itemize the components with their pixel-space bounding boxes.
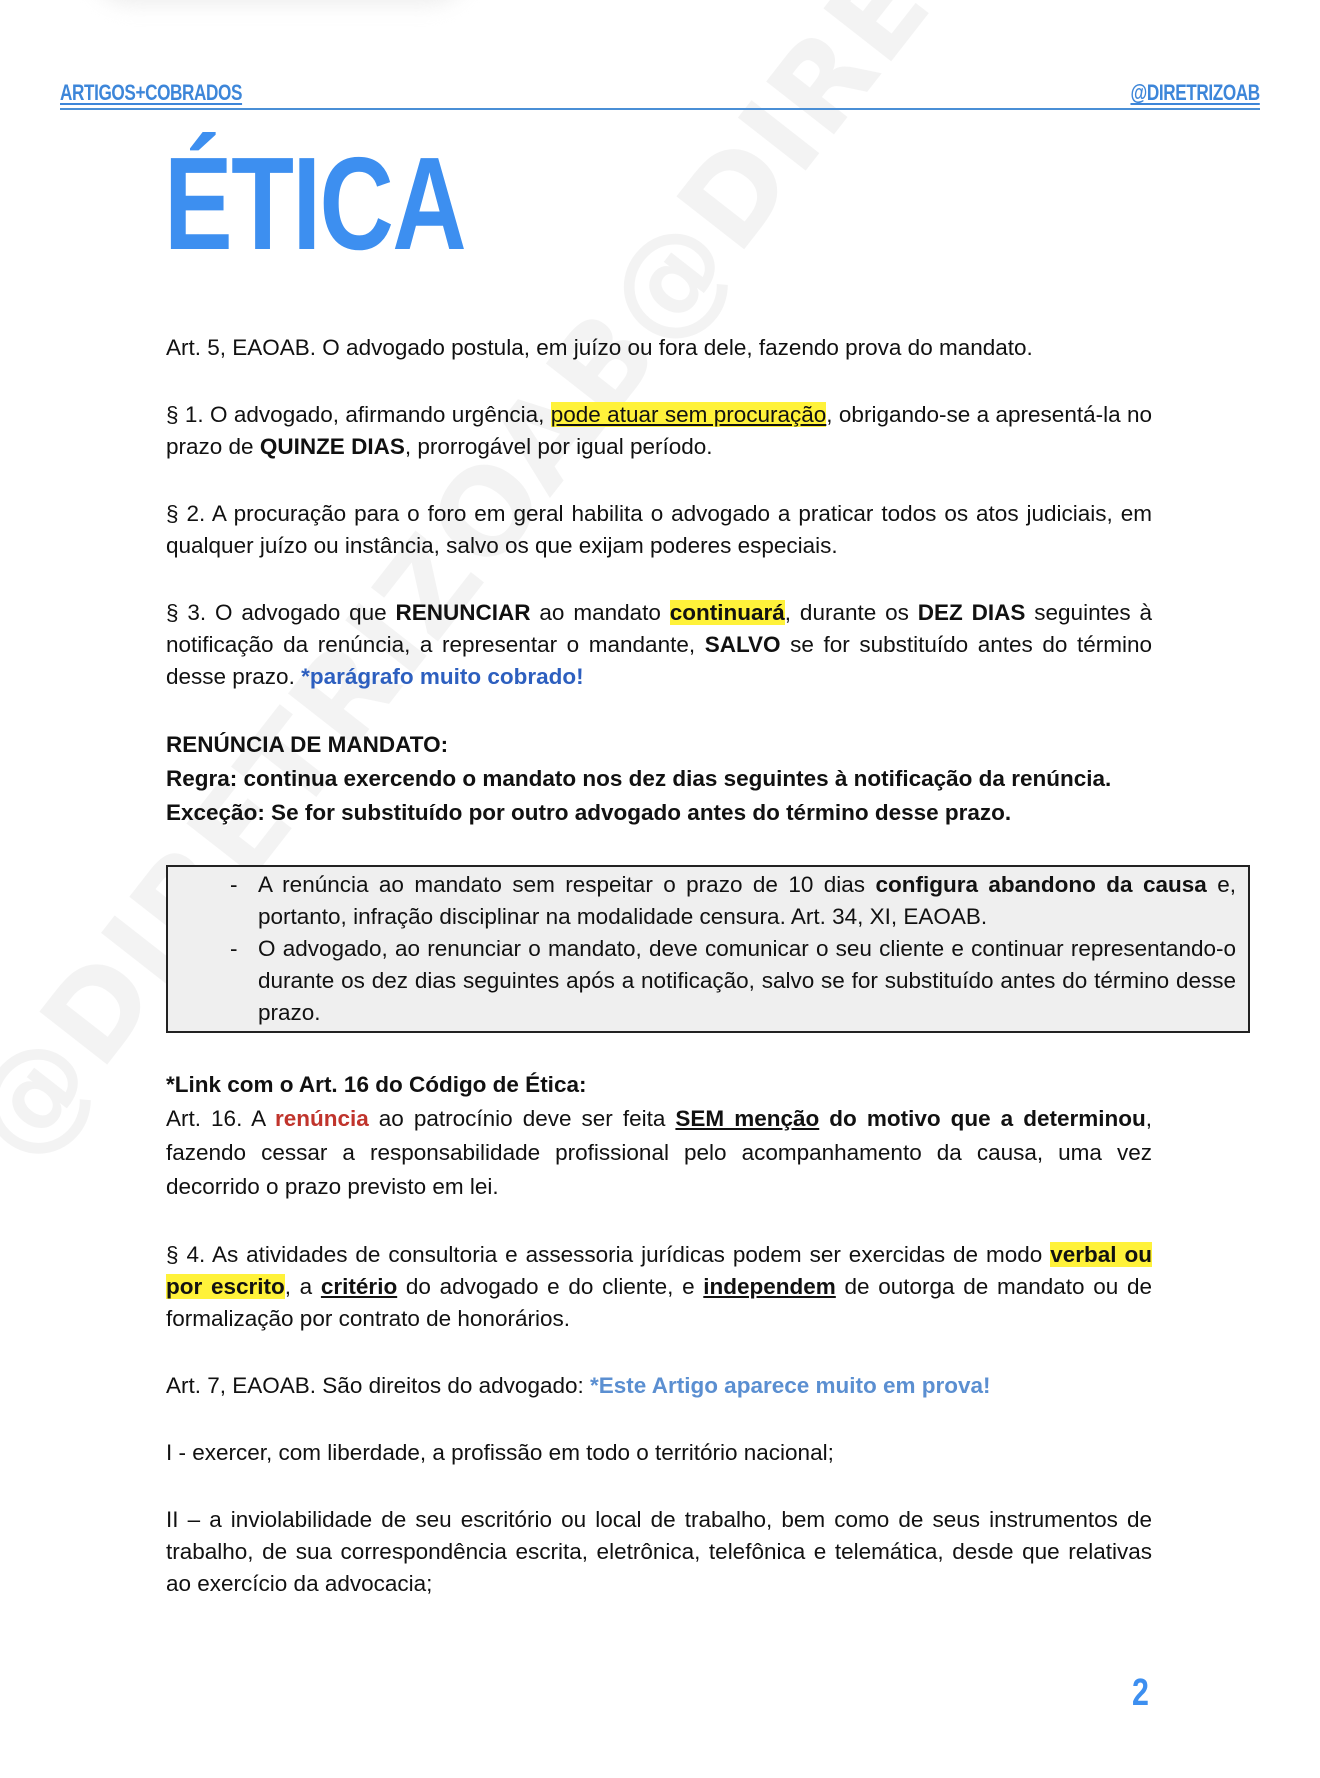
bold-motivo: do motivo que a determinou bbox=[819, 1106, 1146, 1131]
header-handle: @DIRETRIZOAB bbox=[1130, 80, 1260, 105]
note-aparece-em-prova: *Este Artigo aparece muito em prova! bbox=[590, 1373, 991, 1398]
art7-item-ii: II – a inviolabilidade de seu escritório ou local de trabalho, bem como de seus instrumentos de trabalho, de sua correspondência escrita, eletrônica, telefônica e telemática, desde que relativas ao exercício da advocacia; bbox=[166, 1507, 1152, 1596]
text-run: Art. 16. A bbox=[166, 1106, 275, 1131]
page-title: ÉTICA bbox=[164, 130, 466, 277]
header-brand: ARTIGOS+COBRADOS bbox=[60, 80, 243, 105]
top-shadow bbox=[90, 0, 470, 4]
text-run: , a bbox=[284, 1274, 321, 1299]
highlight-no-procuracao: pode atuar sem procuração bbox=[550, 402, 827, 427]
red-renuncia: renúncia bbox=[274, 1106, 369, 1131]
art5-paragraph-2: § 2. A procuração para o foro em geral habilita o advogado a praticar todos os atos judiciais, em qualquer juízo ou instância, salvo os que exijam poderes especiais. bbox=[166, 501, 1152, 558]
link-art16 bbox=[166, 1068, 1152, 1204]
text-run: § 1. O advogado, afirmando urgência, bbox=[166, 402, 551, 427]
art5-paragraph-3 bbox=[166, 597, 1152, 693]
document-body bbox=[166, 332, 1236, 1635]
text-run: seguintes à notificação da renúncia, a representar o mandante, bbox=[166, 600, 1152, 657]
text-run: de outorga de mandato ou de formalização por contrato de honorários. bbox=[166, 1274, 1152, 1331]
note-muito-cobrado: *parágrafo muito cobrado! bbox=[301, 664, 584, 689]
renuncia-excecao: Exceção: Se for substituído por outro advogado antes do término desse prazo. bbox=[166, 800, 1012, 825]
page-number: 2 bbox=[1132, 1672, 1149, 1714]
callout-box bbox=[166, 865, 1250, 1033]
text-run: Art. 7, EAOAB. São direitos do advogado: bbox=[166, 1373, 590, 1398]
bold-sem-mencao: SEM menção bbox=[675, 1106, 820, 1131]
bold-dez-dias: DEZ DIAS bbox=[917, 600, 1026, 625]
text-run: , durante os bbox=[784, 600, 918, 625]
bold-renunciar: RENUNCIAR bbox=[395, 600, 531, 625]
text-run: , fazendo cessar a responsabilidade profissional pelo acompanhamento da causa, uma vez decorrido o prazo previsto em lei. bbox=[166, 1106, 1152, 1199]
art5-caput: Art. 5, EAOAB. O advogado postula, em juízo ou fora dele, fazendo prova do mandato. bbox=[166, 335, 1033, 360]
renuncia-heading: RENÚNCIA DE MANDATO: bbox=[166, 732, 449, 757]
text-run: A renúncia ao mandato sem respeitar o prazo de 10 dias bbox=[258, 872, 876, 897]
list-item bbox=[180, 869, 1236, 933]
text-run: , prorrogável por igual período. bbox=[404, 434, 713, 459]
list-item: - O advogado, ao renunciar o mandato, deve comunicar o seu cliente e continuar representando-o durante os dez dias seguintes após a notificação, salvo se for substituído antes do término desse prazo. bbox=[180, 933, 1236, 1029]
text-run: § 3. O advogado que bbox=[166, 600, 396, 625]
underline-criterio: critério bbox=[320, 1274, 398, 1299]
page-header bbox=[60, 74, 1260, 110]
text-run: ao mandato bbox=[530, 600, 670, 625]
art7-item-i: I - exercer, com liberdade, a profissão em todo o território nacional; bbox=[166, 1440, 834, 1465]
highlight-verbal: verbal ou por escrito bbox=[166, 1242, 1152, 1299]
text-run: se for substituído antes do término desse prazo. bbox=[166, 632, 1152, 689]
underline-independem: independem bbox=[703, 1274, 836, 1299]
bold-abandono: configura abandono da causa bbox=[875, 872, 1207, 897]
renuncia-summary bbox=[166, 728, 1152, 830]
link-heading: *Link com o Art. 16 do Código de Ética: bbox=[166, 1072, 587, 1097]
bold-quinze-dias: QUINZE DIAS bbox=[259, 434, 405, 459]
text-run: , obrigando-se a apresentá-la no prazo de bbox=[166, 402, 1153, 459]
text-run: do advogado e do cliente, e bbox=[397, 1274, 704, 1299]
art16-text bbox=[166, 1102, 1152, 1204]
art7-caput bbox=[166, 1370, 1152, 1402]
bold-salvo: SALVO bbox=[704, 632, 781, 657]
text-run: e, portanto, infração disciplinar na modalidade censura. Art. 34, XI, EAOAB. bbox=[258, 872, 1236, 929]
art5-paragraph-1 bbox=[166, 399, 1152, 463]
highlight-continuara: continuará bbox=[669, 600, 785, 625]
text-run: ao patrocínio deve ser feita bbox=[368, 1106, 676, 1131]
renuncia-regra: Regra: continua exercendo o mandato nos dez dias seguintes à notificação da renúncia. bbox=[166, 766, 1112, 791]
art5-paragraph-4 bbox=[166, 1239, 1152, 1335]
text-run: § 4. As atividades de consultoria e assessoria jurídicas podem ser exercidas de modo bbox=[166, 1242, 1051, 1267]
